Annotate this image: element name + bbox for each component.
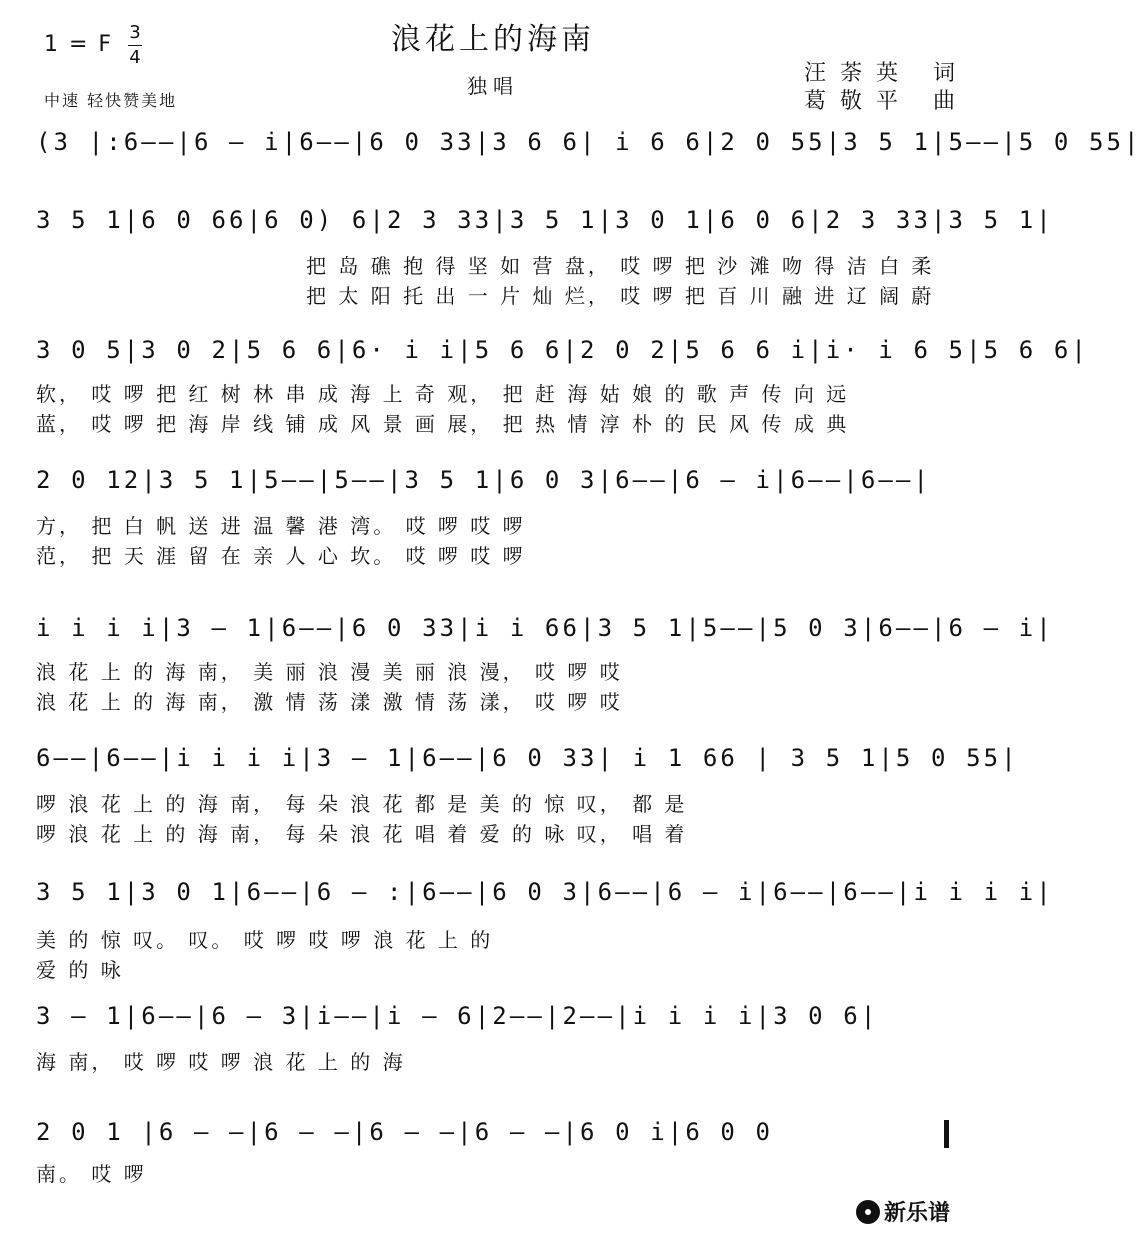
lyric-line-7-verse-1: 美 的 惊 叹。 叹。 哎 啰 哎 啰 浪 花 上 的 [36, 928, 494, 952]
score-line-4: 2 0 12|3 5 1|5——|5——|3 5 1|6 0 3|6——|6 — i|6——|6——| [36, 466, 932, 494]
score-line-6: 6——|6——|i i i i|3 — 1|6——|6 0 33| i 1 66 | 3 5 1|5 0 55| [36, 744, 1019, 772]
lyric-line-2-verse-1: 把 岛 礁 抱 得 坚 如 营 盘， 哎 啰 把 沙 滩 吻 得 洁 白 柔 [306, 254, 935, 278]
lyric-line-7-verse-2: 爱 的 咏 [36, 958, 124, 982]
lyricist-credit: 汪荼英 词 [804, 61, 969, 86]
lyric-line-5-verse-1: 浪 花 上 的 海 南， 美 丽 浪 漫 美 丽 浪 漫， 哎 啰 哎 [36, 660, 623, 684]
time-signature-top: 3 [129, 22, 141, 43]
score-line-9: 2 0 1 |6 — —|6 — —|6 — —|6 — —|6 0 i|6 0 0 [36, 1118, 774, 1146]
score-line-7: 3 5 1|3 0 1|6——|6 — :|6——|6 0 3|6——|6 — i|6——|6——|i i i i| [36, 878, 1054, 906]
score-line-2: 3 5 1|6 0 66|6 0) 6|2 3 33|3 5 1|3 0 1|6 0 6|2 3 33|3 5 1| [36, 206, 1054, 234]
score-line-5: i i i i|3 — 1|6——|6 0 33|i i 66|3 5 1|5——|5 0 3|6——|6 — i| [36, 614, 1054, 642]
score-line-1: (3 |:6——|6 — i|6——|6 0 33|3 6 6| i 6 6|2 0 55|3 5 1|5——|5 0 55| [36, 128, 1142, 156]
lyric-line-2-verse-2: 把 太 阳 托 出 一 片 灿 烂， 哎 啰 把 百 川 融 进 辽 阔 蔚 [306, 284, 935, 308]
lyric-line-9: 南。 哎 啰 [36, 1162, 147, 1186]
lyric-line-4-verse-1: 方， 把 白 帆 送 进 温 馨 港 湾。 哎 啰 哎 啰 [36, 514, 526, 538]
performance-type: 独唱 [467, 74, 519, 98]
brand-watermark [856, 1196, 950, 1227]
key-signature: 1 = F [44, 32, 114, 57]
time-signature-bottom: 4 [129, 47, 141, 68]
score-line-3: 3 0 5|3 0 2|5 6 6|6· i i|5 6 6|2 0 2|5 6 6 i|i· i 6 5|5 6 6| [36, 336, 1089, 364]
time-signature [128, 22, 142, 69]
lyric-line-5-verse-2: 浪 花 上 的 海 南， 激 情 荡 漾 激 情 荡 漾， 哎 啰 哎 [36, 690, 623, 714]
lyric-line-8: 海 南， 哎 啰 哎 啰 浪 花 上 的 海 [36, 1050, 406, 1074]
lyric-line-6-verse-1: 啰 浪 花 上 的 海 南， 每 朵 浪 花 都 是 美 的 惊 叹， 都 是 [36, 792, 688, 816]
song-title: 浪花上的海南 [391, 22, 595, 57]
composer-credit: 葛敬平 曲 [804, 89, 969, 114]
score-line-8: 3 — 1|6——|6 — 3|i——|i — 6|2——|2——|i i i i|3 0 6| [36, 1002, 879, 1030]
record-disc-icon [856, 1200, 880, 1224]
lyric-line-6-verse-2: 啰 浪 花 上 的 海 南， 每 朵 浪 花 唱 着 爱 的 咏 叹， 唱 着 [36, 822, 688, 846]
brand-label: 新乐谱 [884, 1201, 951, 1226]
final-barline [944, 1120, 949, 1148]
lyric-line-3-verse-1: 软， 哎 啰 把 红 树 林 串 成 海 上 奇 观， 把 赶 海 姑 娘 的 歌 声 传 向 远 [36, 382, 850, 406]
lyric-line-4-verse-2: 范， 把 天 涯 留 在 亲 人 心 坎。 哎 啰 哎 啰 [36, 544, 526, 568]
lyric-line-3-verse-2: 蓝， 哎 啰 把 海 岸 线 铺 成 风 景 画 展， 把 热 情 淳 朴 的 民 风 传 成 典 [36, 412, 850, 436]
tempo-marking: 中速 轻快赞美地 [44, 91, 178, 110]
